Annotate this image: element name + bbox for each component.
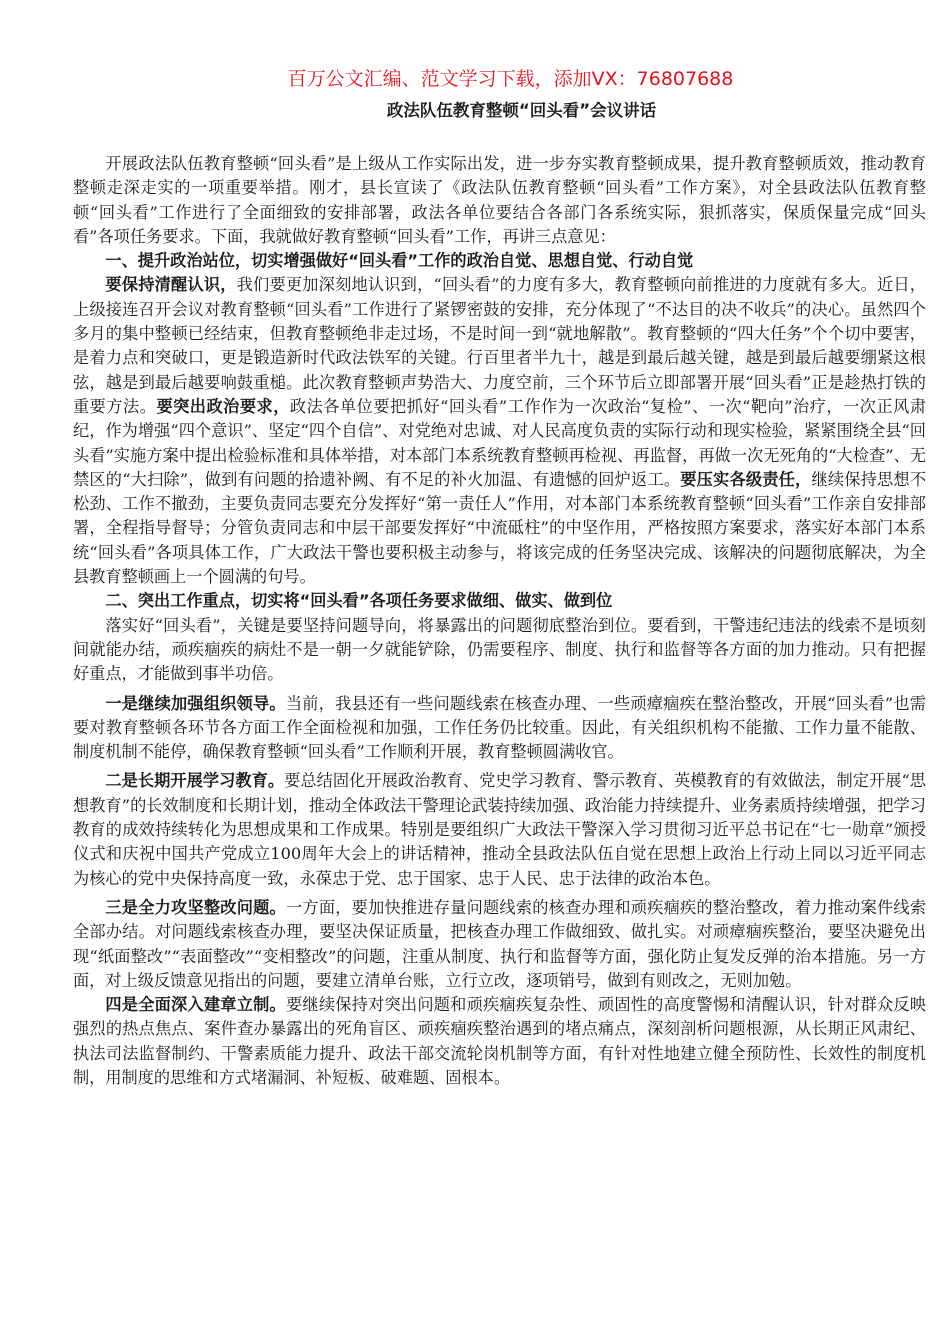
- item-4-text: 要继续保持对突出问题和顽疾痼疾复杂性、顽固性的高度警惕和清醒认识，针对群众反映强烈的热点焦点、案件查办暴露出的死角盲区、顽疾痼疾整治遇到的堵点痛点，深刻剖析问题根源，从长期正风肃纪、执法司法监督制约、干警素质能力提升、政法干部交流轮岗机制等方面，有针对性地建立健全预防性、长效性的制度机制，用制度的思维和方式堵漏洞、补短板、破难题、固根本。: [73, 995, 927, 1087]
- section-2-item-3: [73, 896, 926, 993]
- section-1-lead-1: 要保持清醒认识，: [105, 275, 237, 295]
- item-1-text: 当前，我县还有一些问题线索在核查办理、一些顽瘴痼疾在整治整改，开展“回头看”也需要对教育整顿各环节各方面工作全面检视和加强，工作任务仍比较重。因此，有关组织机构不能撤、工作力量不能散、制度机制不能停，确保教育整顿“回头看”工作顺利开展，教育整顿圆满收官。: [73, 693, 926, 762]
- item-3-text: 一方面，要加快推进存量问题线索的核查办理和顽疾痼疾的整治整改，着力推动案件线索全部办结。对问题线索核查办理，要坚决保证质量，把核查办理工作做细致、做扎实。对顽瘴痼疾整治，要坚决避免出现“纸面整改”“表面整改”“变相整改”的问题，注重从制度、执行和监督等方面，强化防止复发反弹的治本措施。另一方面，对上级反馈意见指出的问题，要建立清单台账，立行立改，逐项销号，做到有则改之，无则加勉。: [73, 897, 927, 990]
- promo-banner: 百万公文汇编、范文学习下载，添加VX：76807688: [287, 68, 734, 90]
- item-2-lead: 二是长期开展学习教育。: [105, 771, 285, 791]
- section-2-item-1: [73, 692, 926, 765]
- section-1-lead-2: 要突出政治要求，: [156, 396, 290, 416]
- section-1-lead-3: 要压实各级责任，: [680, 469, 812, 489]
- document-title: 政法队伍教育整顿“回头看”会议讲话: [386, 101, 657, 120]
- section-2-intro: 落实好“回头看”，关键是要坚持问题导向，将暴露出的问题彻底整治到位。要看到，干警违纪违法的线索不是顷刻间就能办结，顽疾痼疾的病灶不是一朝一夕就能铲除，仍需要程序、制度、执行和监督等各方面的加力推动。只有把握好重点，才能做到事半功倍。: [73, 615, 926, 684]
- section-1-text-1: 我们要更加深刻地认识到，“回头看”的力度有多大，教育整顿向前推进的力度就有多大。近日，上级接连召开会议对教育整顿“回头看”工作进行了紧锣密鼓的安排，充分体现了“不达目的决不收兵”的决心。虽然四个多月的集中整顿已经结束，但教育整顿绝非走过场，不是时间一到“就地解散”。教育整顿的“四大任务”个个切中要害，是着力点和突破口，更是锻造新时代政法铁军的关键。行百里者半九十，越是到最后越关键，越是到最后越要绷紧这根弦，越是到最后越要响鼓重槌。此次教育整顿声势浩大、力度空前，三个环节后立即部署开展“回头看”正是趁热打铁的重要方法。: [73, 275, 926, 416]
- section-2-item-2: [73, 769, 926, 890]
- section-1-heading: 一、提升政治站位，切实增强做好“回头看”工作的政治自觉、思想自觉、行动自觉: [105, 251, 694, 271]
- item-3-lead: 三是全力攻坚整改问题。: [105, 897, 286, 917]
- item-1-lead: 一是继续加强组织领导。: [105, 693, 286, 713]
- document-body: [73, 152, 926, 1090]
- item-4-lead: 四是全面深入建章立制。: [105, 995, 286, 1015]
- intro-paragraph: 开展政法队伍教育整顿“回头看”是上级从工作实际出发，进一步夯实教育整顿成果，提升教育整顿质效，推动教育整顿走深走实的一项重要举措。刚才，县长宣读了《政法队伍教育整顿“回头看”工作方案》，对全县政法队伍教育整顿“回头看”工作进行了全面细致的安排部署，政法各单位要结合各部门各系统实际，狠抓落实，保质保量完成“回头看”各项任务要求。下面，我就做好教育整顿“回头看”工作，再讲三点意见：: [73, 154, 926, 246]
- section-1-text-2: 政法各单位要把抓好“回头看”工作作为一次政治“复检”、一次“靶向”治疗，一次正风肃纪，作为增强“四个意识”、坚定“四个自信”、对党绝对忠诚、对人民高度负责的实际行动和现实检验，紧紧围绕全县“回头看”实施方案中提出检验标准和具体举措，对本部门本系统教育整顿再检视、再监督，再做一次无死角的“大检查”、无禁区的“大扫除”，做到有问题的拾遗补阙、有不足的补火加温、有遗憾的回炉返工。: [73, 396, 927, 489]
- section-1-paragraph: [73, 273, 926, 589]
- section-1-text-3: 继续保持思想不松劲、工作不撤劲，主要负责同志要充分发挥好“第一责任人”作用，对本部门本系统教育整顿“回头看”工作亲自安排部署，全程指导督导；分管负责同志和中层干部要发挥好“中流砥柱”的中坚作用，严格按照方案要求，落实好本部门本系统“回头看”各项具体工作，广大政法干警也要积极主动参与，将该完成的任务坚决完成、该解决的问题彻底解决，为全县教育整顿画上一个圆满的句号。: [73, 469, 927, 587]
- section-2-item-4: [73, 993, 926, 1090]
- item-2-text: 要总结固化开展政治教育、党史学习教育、警示教育、英模教育的有效做法，制定开展“思想教育”的长效制度和长期计划，推动全体政法干警理论武装持续加强、政治能力持续提升、业务素质持续增强，把学习教育的成效持续转化为思想成果和工作成果。特别是要组织广大政法干警深入学习贯彻习近平总书记在“七一勋章”颁授仪式和庆祝中国共产党成立100周年大会上的讲话精神，推动全县政法队伍自觉在思想上政治上行动上同以习近平同志为核心的党中央保持高度一致，永葆忠于党、忠于国家、忠于人民、忠于法律的政治本色。: [73, 771, 926, 888]
- section-2-heading: 二、突出工作重点，切实将“回头看”各项任务要求做细、做实、做到位: [105, 591, 613, 611]
